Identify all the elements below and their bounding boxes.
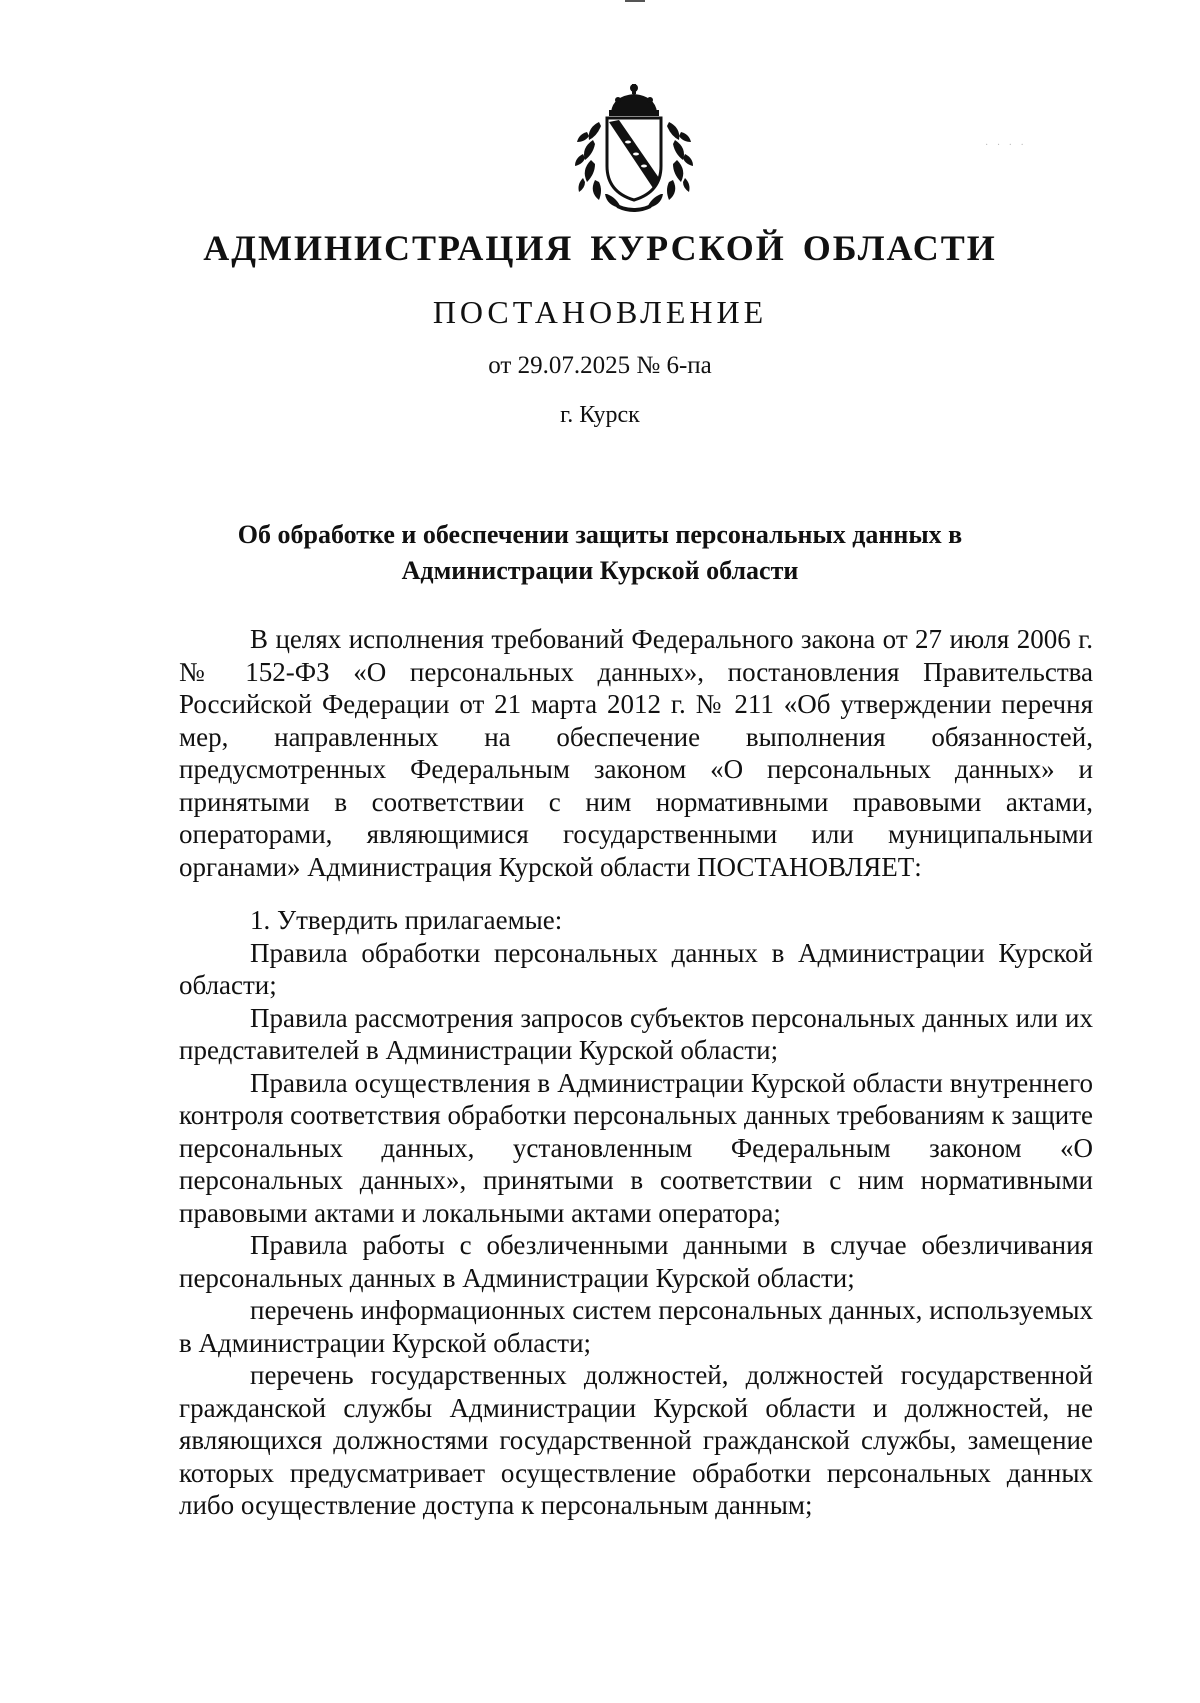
- document-date-number: от 29.07.2025 № 6-па: [488, 352, 712, 379]
- list-item: Правила рассмотрения запросов субъектов персональных данных или их представителей в Администрации Курской области;: [179, 1002, 1093, 1065]
- list-item: перечень информационных систем персональных данных, используемых в Администрации Курской области;: [179, 1295, 1093, 1358]
- document-type: ПОСТАНОВЛЕНИЕ: [432, 294, 768, 330]
- list-item: Правила обработки персональных данных в Администрации Курской области;: [179, 937, 1093, 1000]
- organization-title: АДМИНИСТРАЦИЯ КУРСКОЙ ОБЛАСТИ: [203, 228, 997, 268]
- scan-artifact: [625, 0, 645, 2]
- list-item: Правила осуществления в Администрации Курской области внутреннего контроля соответствия обработки персональных данных требованиям к защите персональных данных, установленным Федеральным законом «О персональных данных», принятыми в соответствии с ним нормативными правовыми актами и локальными актами оператора;: [179, 1067, 1093, 1228]
- scan-noise: · · · ·: [985, 140, 1027, 151]
- document-heading-line: Об обработке и обеспечении защиты персональных данных в: [237, 520, 963, 549]
- document-city: г. Курск: [560, 402, 640, 428]
- preamble-paragraph: В целях исполнения требований Федерального закона от 27 июля 2006 г. № 152-ФЗ «О персональных данных», постановления Правительства Российской Федерации от 21 марта 2012 г. № 211 «Об утверждении перечня мер, направленных на обеспечение выполнения обязанностей, предусмотренных Федеральным законом «О персональных данных» и принятыми в соответствии с ним нормативными правовыми актами, операторами, являющимися государственными или муниципальными органами» Администрация Курской области ПОСТАНОВЛЯЕТ:: [179, 624, 1093, 882]
- document-heading-line: Администрации Курской области: [401, 556, 799, 585]
- list-item: Правила работы с обезличенными данными в случае обезличивания персональных данных в Администрации Курской области;: [179, 1230, 1093, 1293]
- document-body: [179, 623, 1093, 1522]
- item-paragraph: 1. Утвердить прилагаемые:: [250, 905, 563, 935]
- document-heading: [200, 517, 1000, 589]
- list-item: перечень государственных должностей, должностей государственной гражданской службы Администрации Курской области и должностей, не являющихся должностями государственной гражданской службы, замещение которых предусматривает осуществление обработки персональных данных либо осуществление доступа к персональным данным;: [179, 1360, 1093, 1520]
- kursk-coat-of-arms-icon: [573, 82, 695, 212]
